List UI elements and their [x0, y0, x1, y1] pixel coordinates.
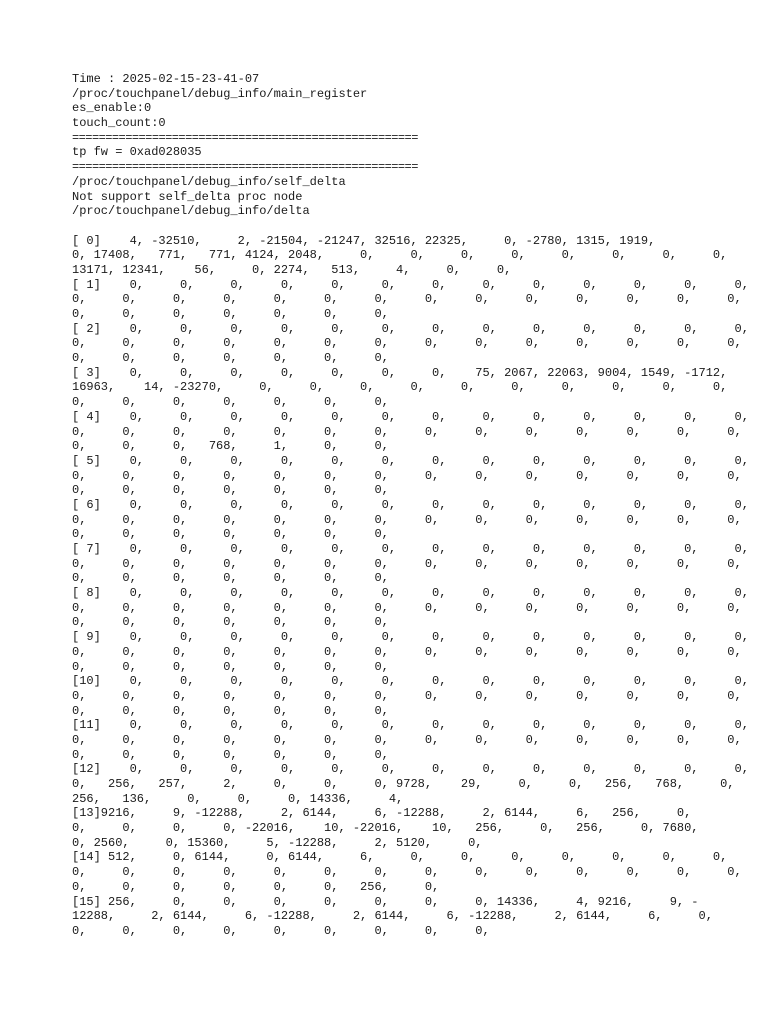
delta-row: [72, 850, 742, 894]
es-enable-line: es_enable:0: [72, 101, 152, 116]
delta-row-line: 0, 0, 0, 0, 0, 0, 0, 0, 0,: [72, 923, 490, 938]
blank-spacer: [72, 219, 712, 234]
delta-row-line: 0, 0, 0, 0, 0, 0, 0,: [72, 571, 389, 586]
delta-row-line: 0, 0, 0, 0, 0, 0, 0, 0, 0, 0, 0, 0, 0, 0,: [72, 556, 742, 571]
delta-path: /proc/touchpanel/debug_info/delta: [72, 204, 310, 219]
delta-row-line: 0, 0, 0, 0, 0, 0, 0,: [72, 747, 389, 762]
delta-row-line: [ 9] 0, 0, 0, 0, 0, 0, 0, 0, 0, 0, 0, 0, 0,: [72, 630, 749, 645]
delta-row-line: 0, 0, 0, 0, 0, 0, 0, 0, 0, 0, 0, 0, 0, 0,: [72, 512, 742, 527]
delta-row-line: 16963, 14, -23270, 0, 0, 0, 0, 0, 0, 0, 0, 0, 0,: [72, 380, 728, 395]
delta-row-line: [12] 0, 0, 0, 0, 0, 0, 0, 0, 0, 0, 0, 0, 0,: [72, 762, 749, 777]
delta-row: [72, 586, 749, 630]
delta-row-line: [ 7] 0, 0, 0, 0, 0, 0, 0, 0, 0, 0, 0, 0, 0,: [72, 542, 749, 556]
debug-log-document: [72, 72, 749, 939]
delta-row: [72, 409, 749, 454]
delta-row-line: 0, 0, 0, 0, 0, 0, 0,: [72, 395, 389, 410]
delta-row-line: 0, 0, 0, 0, 0, 0, 0,: [72, 351, 389, 366]
delta-row: [72, 630, 749, 674]
delta-row-line: [ 6] 0, 0, 0, 0, 0, 0, 0, 0, 0, 0, 0, 0, 0,: [72, 497, 749, 512]
delta-row-line: 0, 0, 0, 0, 0, 0, 0, 0, 0, 0, 0, 0, 0, 0,: [72, 336, 742, 351]
delta-row-line: [ 5] 0, 0, 0, 0, 0, 0, 0, 0, 0, 0, 0, 0, 0,: [72, 453, 749, 468]
delta-row-line: 0, 0, 0, 0, 0, 0, 0, 0, 0, 0, 0, 0, 0, 0,: [72, 424, 742, 439]
delta-row-line: 0, 0, 0, 0, 0, 0, 0,: [72, 659, 389, 674]
delta-row: [72, 718, 749, 762]
delta-row-line: 0, 17408, 771, 771, 4124, 2048, 0, 0, 0, 0, 0, 0, 0, 0,: [72, 248, 728, 263]
delta-row-line: 0, 0, 0, 0, 0, 0, 0, 0, 0, 0, 0, 0, 0, 0,: [72, 688, 742, 703]
delta-row-line: 12288, 2, 6144, 6, -12288, 2, 6144, 6, -12288, 2, 6144, 6, 0,: [72, 909, 713, 924]
delta-row-line: 0, 0, 0, 0, 0, 0, 0, 0, 0, 0, 0, 0, 0, 0,: [72, 732, 742, 747]
delta-row-line: 0, 0, 0, 0, 0, 0, 0,: [72, 307, 389, 321]
delta-row-line: [ 2] 0, 0, 0, 0, 0, 0, 0, 0, 0, 0, 0, 0, 0,: [72, 321, 749, 336]
tp-fw-line: tp fw = 0xad028035: [72, 145, 202, 160]
delta-row-line: 0, 0, 0, 0, 0, 0, 0, 0, 0, 0, 0, 0, 0, 0,: [72, 865, 742, 880]
delta-row: [72, 674, 749, 718]
delta-row-line: 0, 0, 0, 0, 0, 0, 0,: [72, 615, 389, 630]
delta-row: [72, 277, 749, 322]
delta-row-line: [ 1] 0, 0, 0, 0, 0, 0, 0, 0, 0, 0, 0, 0, 0,: [72, 277, 749, 292]
delta-row-line: 0, 0, 0, 0, 0, 0, 0, 0, 0, 0, 0, 0, 0, 0,: [72, 600, 742, 615]
delta-row: [72, 497, 749, 542]
self-delta-path: /proc/touchpanel/debug_info/self_delta: [72, 174, 346, 189]
delta-row-line: 0, 0, 0, 0, 0, 0, 0, 0, 0, 0, 0, 0, 0, 0,: [72, 644, 742, 659]
separator-rule-2: ====================================================: [72, 160, 418, 175]
delta-row-line: [13]9216, 9, -12288, 2, 6144, 6, -12288, 2, 6144, 6, 256, 0,: [72, 806, 692, 821]
delta-row-line: 256, 136, 0, 0, 0, 14336, 4,: [72, 791, 404, 806]
delta-row-line: 0, 0, 0, 0, 0, 0, 0,: [72, 703, 389, 718]
delta-row-line: 0, 0, 0, 0, 0, 0, 0,: [72, 483, 389, 498]
touch-count-line: touch_count:0: [72, 116, 166, 131]
delta-row-line: [11] 0, 0, 0, 0, 0, 0, 0, 0, 0, 0, 0, 0, 0,: [72, 718, 749, 733]
delta-row: [72, 806, 712, 850]
delta-row-line: 0, 0, 0, 0, 0, 0, 0,: [72, 527, 389, 542]
main-register-path: /proc/touchpanel/debug_info/main_register: [72, 86, 368, 101]
delta-row: [72, 895, 712, 939]
delta-row-line: 0, 0, 0, 0, -22016, 10, -22016, 10, 256, 0, 256, 0, 7680,: [72, 821, 699, 836]
delta-row-line: [ 0] 4, -32510, 2, -21504, -21247, 32516, 22325, 0, -2780, 1315, 1919,: [72, 233, 656, 248]
delta-row-line: 0, 2560, 0, 15360, 5, -12288, 2, 5120, 0,: [72, 835, 483, 850]
delta-row: [72, 542, 749, 586]
separator-rule-1: ====================================================: [72, 130, 418, 145]
delta-row-line: [ 4] 0, 0, 0, 0, 0, 0, 0, 0, 0, 0, 0, 0, 0,: [72, 409, 749, 424]
delta-row-line: [14] 512, 0, 6144, 0, 6144, 6, 0, 0, 0, 0, 0, 0, 0,: [72, 850, 728, 865]
delta-row-line: [ 3] 0, 0, 0, 0, 0, 0, 0, 75, 2067, 22063, 9004, 1549, -1712,: [72, 365, 728, 380]
delta-data-block: [72, 233, 749, 939]
delta-row: [72, 453, 749, 498]
timestamp-line: Time : 2025-02-15-23-41-07: [72, 72, 260, 86]
delta-row: [72, 321, 749, 366]
delta-row: [72, 233, 728, 278]
delta-row: [72, 365, 728, 410]
delta-row-line: 0, 0, 0, 768, 1, 0, 0,: [72, 439, 389, 454]
self-delta-message: Not support self_delta proc node: [72, 189, 303, 204]
delta-row-line: 0, 0, 0, 0, 0, 0, 0, 0, 0, 0, 0, 0, 0, 0,: [72, 468, 742, 483]
delta-row-line: 0, 256, 257, 2, 0, 0, 0, 9728, 29, 0, 0, 256, 768, 0,: [72, 777, 735, 791]
delta-row-line: [ 8] 0, 0, 0, 0, 0, 0, 0, 0, 0, 0, 0, 0, 0,: [72, 586, 749, 601]
delta-row-line: [15] 256, 0, 0, 0, 0, 0, 0, 0, 14336, 4, 9216, 9, -: [72, 894, 699, 909]
delta-row-line: [10] 0, 0, 0, 0, 0, 0, 0, 0, 0, 0, 0, 0, 0,: [72, 674, 749, 689]
delta-row-line: 13171, 12341, 56, 0, 2274, 513, 4, 0, 0,: [72, 262, 512, 277]
delta-row-line: 0, 0, 0, 0, 0, 0, 0, 0, 0, 0, 0, 0, 0, 0,: [72, 292, 742, 307]
delta-row: [72, 762, 749, 806]
delta-row-line: 0, 0, 0, 0, 0, 0, 256, 0,: [72, 879, 440, 894]
